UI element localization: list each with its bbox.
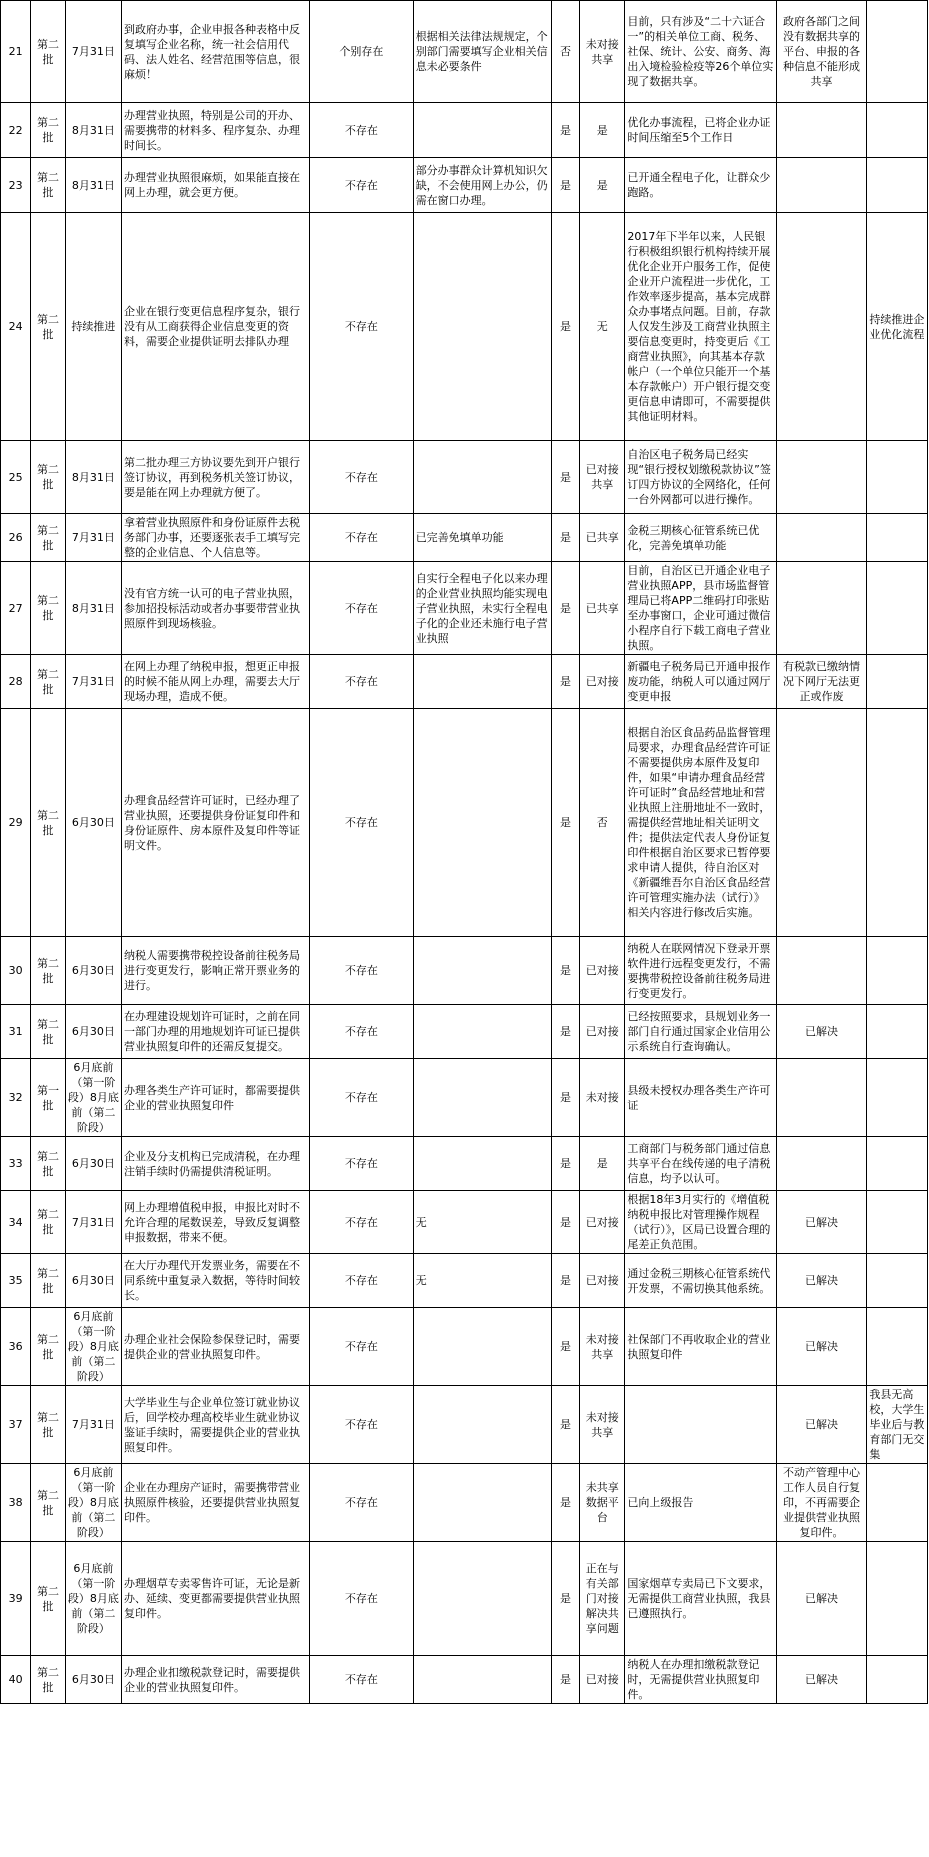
deadline-cell: 7月31日 <box>65 1191 121 1254</box>
problem-cell: 网上办理增值税申报，申报比对时不允许合理的尾数误差，导致反复调整申报数据，带来不便。 <box>121 1191 309 1254</box>
result-cell <box>776 103 867 158</box>
status-cell: 不存在 <box>309 514 413 562</box>
flag-cell: 是 <box>551 1464 579 1542</box>
note-cell <box>867 1137 928 1191</box>
measure-cell: 新疆电子税务局已开通申报作废功能，纳税人可以通过网厅变更申报 <box>625 655 776 709</box>
flag-cell: 是 <box>551 1386 579 1464</box>
flag-cell: 是 <box>551 1059 579 1137</box>
sharing-cell: 是 <box>580 158 625 213</box>
result-cell <box>776 213 867 441</box>
table-row <box>1 103 928 158</box>
problem-cell: 办理食品经营许可证时，已经办理了营业执照，还要提供身份证复印件和身份证原件、房本原件及复印件等证明文件。 <box>121 709 309 937</box>
status-cell: 不存在 <box>309 1656 413 1704</box>
flag-cell: 是 <box>551 103 579 158</box>
problem-cell: 在办理建设规划许可证时，之前在同一部门办理的用地规划许可证已提供营业执照复印件的还需反复提交。 <box>121 1005 309 1059</box>
status-cell: 不存在 <box>309 1005 413 1059</box>
batch-cell: 第二批 <box>31 213 66 441</box>
measure-cell: 已向上级报告 <box>625 1464 776 1542</box>
flag-cell: 是 <box>551 1542 579 1656</box>
note-cell <box>867 655 928 709</box>
batch-cell: 第二批 <box>31 103 66 158</box>
deadline-cell: 8月31日 <box>65 562 121 655</box>
batch-cell: 第二批 <box>31 1 66 103</box>
row-number: 31 <box>1 1005 31 1059</box>
status-cell: 不存在 <box>309 213 413 441</box>
status-cell: 不存在 <box>309 441 413 514</box>
sharing-cell: 已对接共享 <box>580 441 625 514</box>
problem-cell: 办理企业扣缴税款登记时，需要提供企业的营业执照复印件。 <box>121 1656 309 1704</box>
sharing-cell: 是 <box>580 103 625 158</box>
flag-cell: 否 <box>551 1 579 103</box>
row-number: 39 <box>1 1542 31 1656</box>
table-row <box>1 158 928 213</box>
measure-cell: 已开通全程电子化，让群众少跑路。 <box>625 158 776 213</box>
reason-cell <box>413 1005 551 1059</box>
batch-cell: 第二批 <box>31 158 66 213</box>
row-number: 35 <box>1 1254 31 1308</box>
reason-cell: 部分办事群众计算机知识欠缺，不会使用网上办公，仍需在窗口办理。 <box>413 158 551 213</box>
status-cell: 不存在 <box>309 1308 413 1386</box>
status-cell: 不存在 <box>309 1137 413 1191</box>
note-cell <box>867 562 928 655</box>
sharing-cell: 已对接 <box>580 655 625 709</box>
row-number: 34 <box>1 1191 31 1254</box>
result-cell <box>776 709 867 937</box>
result-cell: 已解决 <box>776 1656 867 1704</box>
note-cell <box>867 1005 928 1059</box>
reason-cell <box>413 1656 551 1704</box>
note-cell <box>867 514 928 562</box>
deadline-cell: 6月底前（第一阶段）8月底前（第二阶段） <box>65 1059 121 1137</box>
batch-cell: 第二批 <box>31 1656 66 1704</box>
sharing-cell: 未对接共享 <box>580 1386 625 1464</box>
table-row <box>1 1656 928 1704</box>
note-cell <box>867 1308 928 1386</box>
reason-cell <box>413 213 551 441</box>
batch-cell: 第二批 <box>31 1386 66 1464</box>
flag-cell: 是 <box>551 562 579 655</box>
sharing-cell: 未对接共享 <box>580 1308 625 1386</box>
measure-cell: 纳税人在办理扣缴税款登记时，无需提供营业执照复印件。 <box>625 1656 776 1704</box>
reason-cell: 自实行全程电子化以来办理的企业营业执照均能实现电子营业执照，未实行全程电子化的企业还未施行电子营业执照 <box>413 562 551 655</box>
batch-cell: 第二批 <box>31 562 66 655</box>
note-cell <box>867 1254 928 1308</box>
status-cell: 不存在 <box>309 562 413 655</box>
reason-cell <box>413 1386 551 1464</box>
row-number: 29 <box>1 709 31 937</box>
deadline-cell: 8月31日 <box>65 103 121 158</box>
problem-cell: 在网上办理了纳税申报，想更正申报的时候不能从网上办理，需要去大厅现场办理，造成不便。 <box>121 655 309 709</box>
batch-cell: 第二批 <box>31 441 66 514</box>
status-cell: 不存在 <box>309 103 413 158</box>
row-number: 32 <box>1 1059 31 1137</box>
problem-cell: 大学毕业生与企业单位签订就业协议后，回学校办理高校毕业生就业协议鉴证手续时，需要提供企业的营业执照复印件。 <box>121 1386 309 1464</box>
table-row <box>1 441 928 514</box>
table-row <box>1 1059 928 1137</box>
measure-cell: 国家烟草专卖局已下文要求，无需提供工商营业执照，我县已遵照执行。 <box>625 1542 776 1656</box>
row-number: 37 <box>1 1386 31 1464</box>
problem-cell: 办理各类生产许可证时，都需要提供企业的营业执照复印件 <box>121 1059 309 1137</box>
problem-cell: 办理营业执照很麻烦，如果能直接在网上办理，就会更方便。 <box>121 158 309 213</box>
result-cell: 已解决 <box>776 1542 867 1656</box>
deadline-cell: 6月30日 <box>65 937 121 1005</box>
note-cell <box>867 1059 928 1137</box>
sharing-cell: 已对接 <box>580 937 625 1005</box>
row-number: 23 <box>1 158 31 213</box>
table-row <box>1 1137 928 1191</box>
table-row <box>1 1005 928 1059</box>
batch-cell: 第一批 <box>31 1059 66 1137</box>
result-cell <box>776 937 867 1005</box>
measure-cell <box>625 1386 776 1464</box>
deadline-cell: 持续推进 <box>65 213 121 441</box>
batch-cell: 第二批 <box>31 1254 66 1308</box>
status-cell: 不存在 <box>309 655 413 709</box>
problem-cell: 企业在办理房产证时，需要携带营业执照原件核验，还要提供营业执照复印件。 <box>121 1464 309 1542</box>
note-cell <box>867 1656 928 1704</box>
result-cell <box>776 562 867 655</box>
table-row <box>1 213 928 441</box>
measure-cell: 县级未授权办理各类生产许可证 <box>625 1059 776 1137</box>
result-cell: 已解决 <box>776 1308 867 1386</box>
note-cell: 我县无高校，大学生毕业后与教育部门无交集 <box>867 1386 928 1464</box>
deadline-cell: 6月底前（第一阶段）8月底前（第二阶段） <box>65 1542 121 1656</box>
status-cell: 不存在 <box>309 709 413 937</box>
table-row <box>1 1 928 103</box>
flag-cell: 是 <box>551 213 579 441</box>
flag-cell: 是 <box>551 441 579 514</box>
problem-cell: 企业及分支机构已完成清税，在办理注销手续时仍需提供清税证明。 <box>121 1137 309 1191</box>
flag-cell: 是 <box>551 709 579 937</box>
reason-cell <box>413 1542 551 1656</box>
problem-cell: 到政府办事，企业申报各种表格中反复填写企业名称，统一社会信用代码、法人姓名、经营范围等信息，很麻烦！ <box>121 1 309 103</box>
table-row <box>1 1386 928 1464</box>
measure-cell: 根据18年3月实行的《增值税纳税申报比对管理操作规程（试行）》，区局已设置合理的尾差正负范围。 <box>625 1191 776 1254</box>
sharing-cell: 未对接 <box>580 1059 625 1137</box>
row-number: 27 <box>1 562 31 655</box>
deadline-cell: 6月30日 <box>65 709 121 937</box>
batch-cell: 第二批 <box>31 514 66 562</box>
sharing-cell: 否 <box>580 709 625 937</box>
row-number: 24 <box>1 213 31 441</box>
deadline-cell: 8月31日 <box>65 441 121 514</box>
row-number: 40 <box>1 1656 31 1704</box>
row-number: 28 <box>1 655 31 709</box>
note-cell <box>867 1464 928 1542</box>
reason-cell: 已完善免填单功能 <box>413 514 551 562</box>
reason-cell <box>413 103 551 158</box>
problem-cell: 办理企业社会保险参保登记时，需要提供企业的营业执照复印件。 <box>121 1308 309 1386</box>
note-cell <box>867 1 928 103</box>
status-cell: 不存在 <box>309 1464 413 1542</box>
sharing-cell: 已对接 <box>580 1191 625 1254</box>
row-number: 30 <box>1 937 31 1005</box>
result-cell <box>776 158 867 213</box>
deadline-cell: 6月底前（第一阶段）8月底前（第二阶段） <box>65 1308 121 1386</box>
flag-cell: 是 <box>551 1005 579 1059</box>
status-cell: 不存在 <box>309 1542 413 1656</box>
flag-cell: 是 <box>551 1308 579 1386</box>
note-cell <box>867 103 928 158</box>
table-row <box>1 562 928 655</box>
sharing-cell: 已对接 <box>580 1656 625 1704</box>
table-row <box>1 514 928 562</box>
row-number: 36 <box>1 1308 31 1386</box>
measure-cell: 2017年下半年以来，人民银行积极组织银行机构持续开展优化企业开户服务工作，促使企业开户流程进一步优化，工作效率逐步提高，基本完成群众办事堵点问题。目前，存款人仅发生涉及工商营业执照主要信息变更时，持变更后《工商营业执照》，向其基本存款帐户（一个单位只能开一个基本存款帐户）开户银行提交变更信息申请即可，不需要提供其他证明材料。 <box>625 213 776 441</box>
note-cell <box>867 158 928 213</box>
reason-cell <box>413 1308 551 1386</box>
issue-table-body <box>1 1 928 1704</box>
note-cell: 持续推进企业优化流程 <box>867 213 928 441</box>
deadline-cell: 7月31日 <box>65 1 121 103</box>
sharing-cell: 是 <box>580 1137 625 1191</box>
batch-cell: 第二批 <box>31 1308 66 1386</box>
table-row <box>1 1542 928 1656</box>
note-cell <box>867 709 928 937</box>
batch-cell: 第二批 <box>31 655 66 709</box>
flag-cell: 是 <box>551 1191 579 1254</box>
flag-cell: 是 <box>551 1656 579 1704</box>
reason-cell <box>413 1137 551 1191</box>
deadline-cell: 6月30日 <box>65 1005 121 1059</box>
reason-cell <box>413 655 551 709</box>
problem-cell: 企业在银行变更信息程序复杂，银行没有从工商获得企业信息变更的资料，需要企业提供证明去排队办理 <box>121 213 309 441</box>
table-row <box>1 1254 928 1308</box>
measure-cell: 纳税人在联网情况下登录开票软件进行远程变更发行，不需要携带税控设备前往税务局进行变更发行。 <box>625 937 776 1005</box>
reason-cell <box>413 441 551 514</box>
status-cell: 不存在 <box>309 158 413 213</box>
measure-cell: 社保部门不再收取企业的营业执照复印件 <box>625 1308 776 1386</box>
deadline-cell: 7月31日 <box>65 1386 121 1464</box>
row-number: 33 <box>1 1137 31 1191</box>
status-cell: 不存在 <box>309 937 413 1005</box>
problem-cell: 纳税人需要携带税控设备前往税务局进行变更发行，影响正常开票业务的进行。 <box>121 937 309 1005</box>
result-cell: 不动产管理中心工作人员自行复印，不再需要企业提供营业执照复印件。 <box>776 1464 867 1542</box>
row-number: 26 <box>1 514 31 562</box>
note-cell <box>867 1191 928 1254</box>
deadline-cell: 6月30日 <box>65 1254 121 1308</box>
batch-cell: 第二批 <box>31 1464 66 1542</box>
table-row <box>1 1464 928 1542</box>
measure-cell: 自治区电子税务局已经实现“银行授权划缴税款协议”签订四方协议的全网络化，任何一台外网都可以进行操作。 <box>625 441 776 514</box>
table-row <box>1 1191 928 1254</box>
batch-cell: 第二批 <box>31 1191 66 1254</box>
sharing-cell: 已共享 <box>580 514 625 562</box>
measure-cell: 目前，只有涉及“二十六证合一”的相关单位工商、税务、社保、统计、公安、商务、海出入境检验检疫等26个单位实现了数据共享。 <box>625 1 776 103</box>
row-number: 25 <box>1 441 31 514</box>
status-cell: 不存在 <box>309 1254 413 1308</box>
reason-cell <box>413 1464 551 1542</box>
measure-cell: 工商部门与税务部门通过信息共享平台在线传递的电子清税信息，均予以认可。 <box>625 1137 776 1191</box>
deadline-cell: 7月31日 <box>65 514 121 562</box>
flag-cell: 是 <box>551 1254 579 1308</box>
flag-cell: 是 <box>551 1137 579 1191</box>
status-cell: 不存在 <box>309 1191 413 1254</box>
problem-cell: 第二批办理三方协议要先到开户银行签订协议，再到税务机关签订协议，要是能在网上办理就方便了。 <box>121 441 309 514</box>
note-cell <box>867 937 928 1005</box>
deadline-cell: 6月30日 <box>65 1137 121 1191</box>
batch-cell: 第二批 <box>31 1005 66 1059</box>
sharing-cell: 无 <box>580 213 625 441</box>
batch-cell: 第二批 <box>31 709 66 937</box>
flag-cell: 是 <box>551 158 579 213</box>
deadline-cell: 6月30日 <box>65 1656 121 1704</box>
measure-cell: 目前，自治区已开通企业电子营业执照APP，县市场监督管理局已将APP二维码打印张贴至办事窗口，企业可通过微信小程序自行下载工商电子营业执照。 <box>625 562 776 655</box>
note-cell <box>867 1542 928 1656</box>
result-cell: 已解决 <box>776 1254 867 1308</box>
batch-cell: 第二批 <box>31 937 66 1005</box>
result-cell <box>776 1059 867 1137</box>
table-row <box>1 709 928 937</box>
problem-cell: 在大厅办理代开发票业务，需要在不同系统中重复录入数据，等待时间较长。 <box>121 1254 309 1308</box>
result-cell: 政府各部门之间没有数据共享的平台、申报的各种信息不能形成共享 <box>776 1 867 103</box>
reason-cell <box>413 709 551 937</box>
flag-cell: 是 <box>551 655 579 709</box>
flag-cell: 是 <box>551 514 579 562</box>
measure-cell: 通过金税三期核心征管系统代开发票，不需切换其他系统。 <box>625 1254 776 1308</box>
reason-cell: 无 <box>413 1254 551 1308</box>
sharing-cell: 正在与有关部门对接解决共享问题 <box>580 1542 625 1656</box>
result-cell <box>776 1137 867 1191</box>
table-row <box>1 937 928 1005</box>
deadline-cell: 8月31日 <box>65 158 121 213</box>
result-cell: 已解决 <box>776 1191 867 1254</box>
status-cell: 不存在 <box>309 1059 413 1137</box>
batch-cell: 第二批 <box>31 1137 66 1191</box>
sharing-cell: 未对接共享 <box>580 1 625 103</box>
measure-cell: 根据自治区食品药品监督管理局要求，办理食品经营许可证不需要提供房本原件及复印件，如果“申请办理食品经营许可证时”食品经营地址和营业执照上注册地址不一致时，需提供经营地址相关证明文件；提供法定代表人身份证复印件根据自治区要求已暂停要求申请人提供，待自治区对《新疆维吾尔自治区食品经营许可管理实施办法（试行）》相关内容进行修改后实施。 <box>625 709 776 937</box>
measure-cell: 金税三期核心征管系统已优化，完善免填单功能 <box>625 514 776 562</box>
sharing-cell: 已对接 <box>580 1254 625 1308</box>
problem-cell: 拿着营业执照原件和身份证原件去税务部门办事，还要逐张表手工填写完整的企业信息、个人信息等。 <box>121 514 309 562</box>
problem-cell: 办理营业执照，特别是公司的开办、需要携带的材料多、程序复杂、办理时间长。 <box>121 103 309 158</box>
table-row <box>1 655 928 709</box>
measure-cell: 已经按照要求，县规划业务一部门自行通过国家企业信用公示系统自行查询确认。 <box>625 1005 776 1059</box>
sharing-cell: 已共享 <box>580 562 625 655</box>
reason-cell: 根据相关法律法规规定，个别部门需要填写企业相关信息未必要条件 <box>413 1 551 103</box>
reason-cell <box>413 1059 551 1137</box>
row-number: 22 <box>1 103 31 158</box>
reason-cell: 无 <box>413 1191 551 1254</box>
row-number: 21 <box>1 1 31 103</box>
row-number: 38 <box>1 1464 31 1542</box>
deadline-cell: 7月31日 <box>65 655 121 709</box>
flag-cell: 是 <box>551 937 579 1005</box>
result-cell: 已解决 <box>776 1386 867 1464</box>
result-cell: 已解决 <box>776 1005 867 1059</box>
result-cell: 有税款已缴纳情况下网厅无法更正或作废 <box>776 655 867 709</box>
result-cell <box>776 514 867 562</box>
sharing-cell: 未共享数据平台 <box>580 1464 625 1542</box>
status-cell: 不存在 <box>309 1386 413 1464</box>
problem-cell: 没有官方统一认可的电子营业执照，参加招投标活动或者办事要带营业执照原件到现场核验。 <box>121 562 309 655</box>
measure-cell: 优化办事流程，已将企业办证时间压缩至5个工作日 <box>625 103 776 158</box>
batch-cell: 第二批 <box>31 1542 66 1656</box>
status-cell: 个别存在 <box>309 1 413 103</box>
sharing-cell: 已对接 <box>580 1005 625 1059</box>
problem-cell: 办理烟草专卖零售许可证，无论是新办、延续、变更都需要提供营业执照复印件。 <box>121 1542 309 1656</box>
table-row <box>1 1308 928 1386</box>
result-cell <box>776 441 867 514</box>
note-cell <box>867 441 928 514</box>
deadline-cell: 6月底前（第一阶段）8月底前（第二阶段） <box>65 1464 121 1542</box>
reason-cell <box>413 937 551 1005</box>
